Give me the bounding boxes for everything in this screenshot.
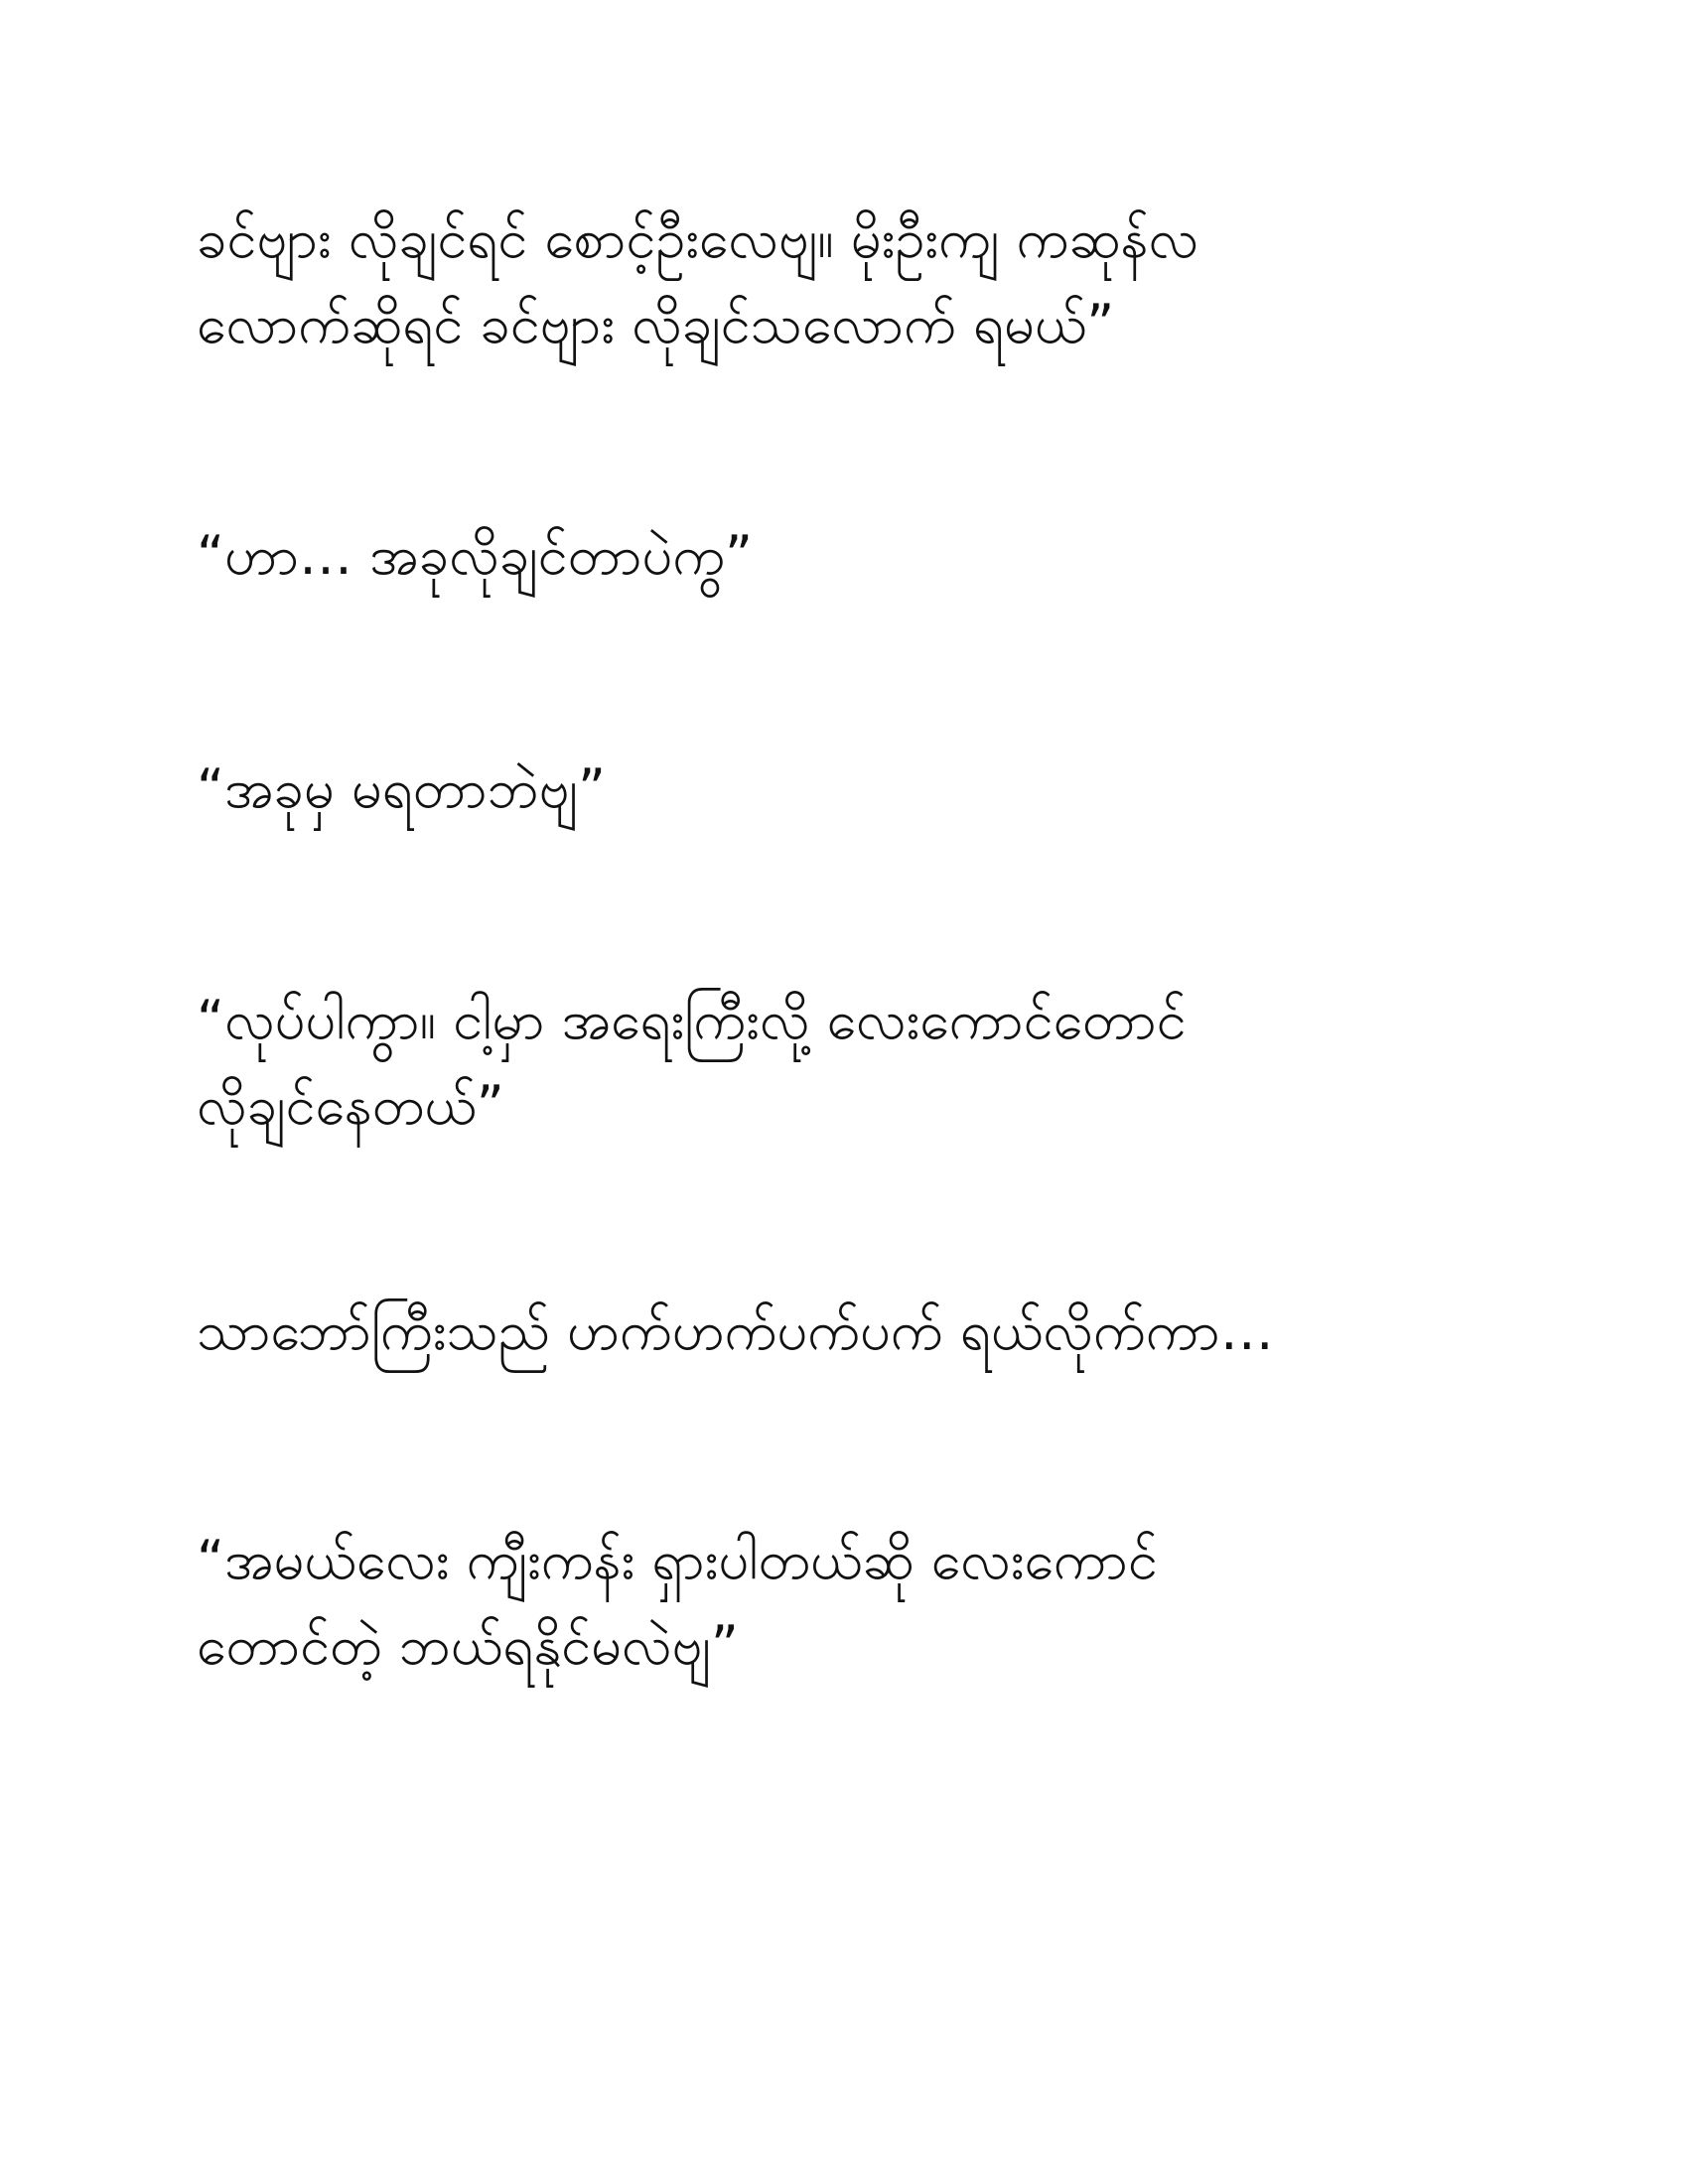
- paragraph-4: “လုပ်ပါကွာ။ ငါ့မှာ အရေးကြီးလို့ လေးကောင်တောင် လိုချင်နေတယ်”: [197, 989, 1187, 1137]
- paragraph-1: ခင်ဗျား လိုချင်ရင် စောင့်ဦးလေဗျ။ မိုးဦးကျ ကဆုန်လ လောက်ဆိုရင် ခင်ဗျား လိုချင်သလောက် ရမယ်”: [197, 207, 1199, 355]
- paragraph-6: “အမယ်လေး ကျီးကန်း ရှားပါတယ်ဆို လေးကောင် တောင်တဲ့ ဘယ်ရနိုင်မလဲဗျ”: [197, 1529, 1158, 1677]
- paragraph-5: သာဘော်ကြီးသည် ဟက်ဟက်ပက်ပက် ရယ်လိုက်ကာ…: [197, 1299, 1274, 1362]
- paragraph-3: “အခုမှ မရတာဘဲဗျ”: [197, 757, 606, 820]
- paragraph-2: “ဟာ… အခုလိုချင်တာပဲကွ”: [197, 524, 754, 587]
